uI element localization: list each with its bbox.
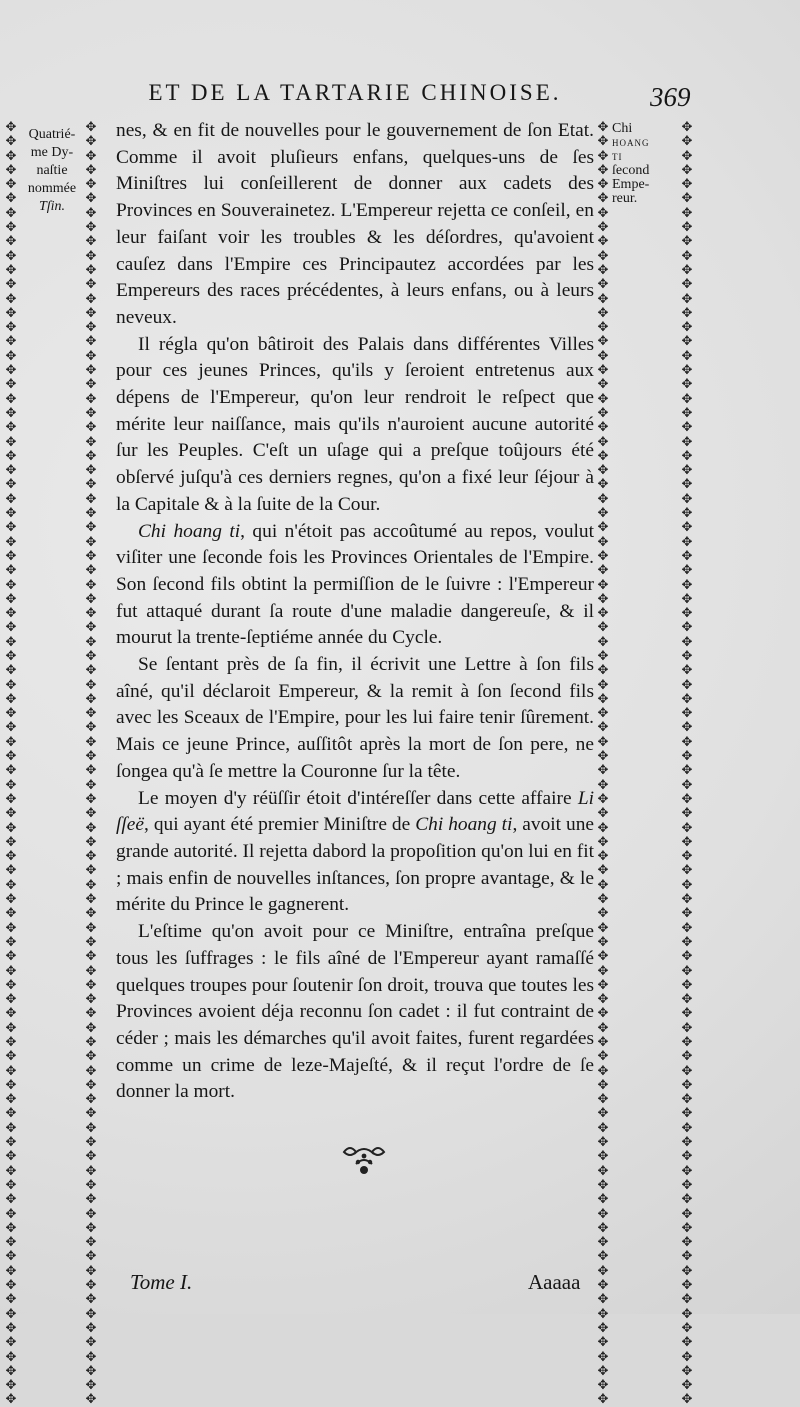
paragraph: Chi hoang ti, qui n'étoit pas accoûtumé au repos, voulut viſiter une ſeconde fois les Provinces Orientales de l'Empire. Son ſecond fils obtint la permiſſion de le ſuivre : l'Empereur fut attaqué durant ſa route d'une maladie dangereuſe, & il mourut la trente-ſeptiéme année du Cycle. [116,520,594,649]
paragraph: nes, & en fit de nouvelles pour le gouvernement de ſon Etat. Comme il avoit pluſieurs enfans, quelques-uns de ſes Miniſtres lui conſeillerent de donner aux cadets des Provinces en Souverainetez. L'Empereur rejetta ce conſeil, en leur faiſant voir les troubles & les déſordres, qu'avoient cauſez dans l'Empire ces Principautez accordées par les Empereurs des races précédentes, à leurs enfans, ou à leurs neveux. [116,120,594,328]
paragraph: Se ſentant près de ſa fin, il écrivit une Lettre à ſon fils aîné, qu'il déclaroit Empereur, & la remit à ſon ſecond fils avec les Sceaux de l'Empire, pour les lui faire tenir ſûrement. Mais ce jeune Prince, auſſitôt après la mort de ſon pere, ne ſongea qu'à ſe mettre la Couronne ſur la tête. [116,654,594,782]
signature-mark-volume: Tome I. [130,1270,193,1294]
fleuron-ornament-icon [336,1142,392,1178]
signature-mark-gathering: Aaaaa [528,1270,581,1294]
paragraph: Il régla qu'on bâtiroit des Palais dans différentes Villes pour ces jeunes Princes, qu'ils y ſeroient entretenus aux dépens de l'Empereur, qu'on leur rendroit le reſpect que mérite leur naiſſance, mais qu'ils n'auroient aucune autorité ſur les Peuples. C'eſt un uſage qui a preſque toûjours été obſervé juſqu'à ces derniers regnes, qu'on a fixé leur ſéjour à la Capitale & à la ſuite de la Cour. [116,333,594,515]
paragraph: Le moyen d'y réüſſir étoit d'intéreſſer dans cette affaire Li ſſeë, qui ayant été premier Miniſtre de Chi hoang ti, avoit une grande autorité. Il rejetta dabord la propoſition qu'on lui en fit ; mais enfin de nouvelles inſtances, ſon propre avantage, & le mérite du Prince le gagnerent. [116,787,595,916]
margin-note-dynasty: Quatrié- me Dy- naſtie nommée Tſin. [27,127,77,214]
margin-note-emperor: Chi HOANG TI ſecond Empe- reur. [612,121,650,206]
ornament-border-inner-right: ✥ ✥ ✥ ✥ ✥ ✥ ✥ ✥ ✥ ✥ ✥ ✥ ✥ ✥ ✥ ✥ ✥ ✥ ✥ ✥ ✥ ✥ ✥ ✥ ✥ ✥ ✥ ✥ ✥ ✥ ✥ ✥ ✥ ✥ ✥ ✥ ✥ ✥ ✥ ✥ ✥ ✥ ✥ ✥ ✥ ✥ ✥ ✥ ✥ ✥ ✥ ✥ ✥ ✥ ✥ ✥ ✥ ✥ ✥ ✥ ✥ ✥ ✥ ✥ ✥ ✥ ✥ ✥ ✥ ✥ ✥ ✥ ✥ ✥ ✥ ✥ ✥ ✥ ✥ ✥ ✥ ✥ ✥ ✥ ✥ ✥ ✥ ✥ ✥ ✥ [597,119,609,1407]
ornament-border-right: ✥ ✥ ✥ ✥ ✥ ✥ ✥ ✥ ✥ ✥ ✥ ✥ ✥ ✥ ✥ ✥ ✥ ✥ ✥ ✥ ✥ ✥ ✥ ✥ ✥ ✥ ✥ ✥ ✥ ✥ ✥ ✥ ✥ ✥ ✥ ✥ ✥ ✥ ✥ ✥ ✥ ✥ ✥ ✥ ✥ ✥ ✥ ✥ ✥ ✥ ✥ ✥ ✥ ✥ ✥ ✥ ✥ ✥ ✥ ✥ ✥ ✥ ✥ ✥ ✥ ✥ ✥ ✥ ✥ ✥ ✥ ✥ ✥ ✥ ✥ ✥ ✥ ✥ ✥ ✥ ✥ ✥ ✥ ✥ ✥ ✥ ✥ ✥ ✥ ✥ [681,119,693,1407]
paragraph: L'eſtime qu'on avoit pour ce Miniſtre, entraîna preſque tous les ſuffrages : le fils aîné de l'Empereur ayant ramaſſé quelques troupes pour ſoutenir ſon droit, trouva que toutes les Provinces avoient déja reconnu ſon cadet : il fut contraint de céder ; mais les démarches qu'il avoit faites, furent regardées comme un crime de leze-Majeſté, & il reçut l'ordre de ſe donner la mort. [116,921,594,1103]
ornament-border-inner-left: ✥ ✥ ✥ ✥ ✥ ✥ ✥ ✥ ✥ ✥ ✥ ✥ ✥ ✥ ✥ ✥ ✥ ✥ ✥ ✥ ✥ ✥ ✥ ✥ ✥ ✥ ✥ ✥ ✥ ✥ ✥ ✥ ✥ ✥ ✥ ✥ ✥ ✥ ✥ ✥ ✥ ✥ ✥ ✥ ✥ ✥ ✥ ✥ ✥ ✥ ✥ ✥ ✥ ✥ ✥ ✥ ✥ ✥ ✥ ✥ ✥ ✥ ✥ ✥ ✥ ✥ ✥ ✥ ✥ ✥ ✥ ✥ ✥ ✥ ✥ ✥ ✥ ✥ ✥ ✥ ✥ ✥ ✥ ✥ ✥ ✥ ✥ ✥ ✥ ✥ [85,119,97,1407]
main-text [116,118,594,1106]
page-number: 369 [650,82,691,112]
ornament-border-left: ✥ ✥ ✥ ✥ ✥ ✥ ✥ ✥ ✥ ✥ ✥ ✥ ✥ ✥ ✥ ✥ ✥ ✥ ✥ ✥ ✥ ✥ ✥ ✥ ✥ ✥ ✥ ✥ ✥ ✥ ✥ ✥ ✥ ✥ ✥ ✥ ✥ ✥ ✥ ✥ ✥ ✥ ✥ ✥ ✥ ✥ ✥ ✥ ✥ ✥ ✥ ✥ ✥ ✥ ✥ ✥ ✥ ✥ ✥ ✥ ✥ ✥ ✥ ✥ ✥ ✥ ✥ ✥ ✥ ✥ ✥ ✥ ✥ ✥ ✥ ✥ ✥ ✥ ✥ ✥ ✥ ✥ ✥ ✥ ✥ ✥ ✥ ✥ ✥ ✥ [5,119,17,1407]
running-head: ET DE LA TARTARIE CHINOISE. [148,80,562,105]
